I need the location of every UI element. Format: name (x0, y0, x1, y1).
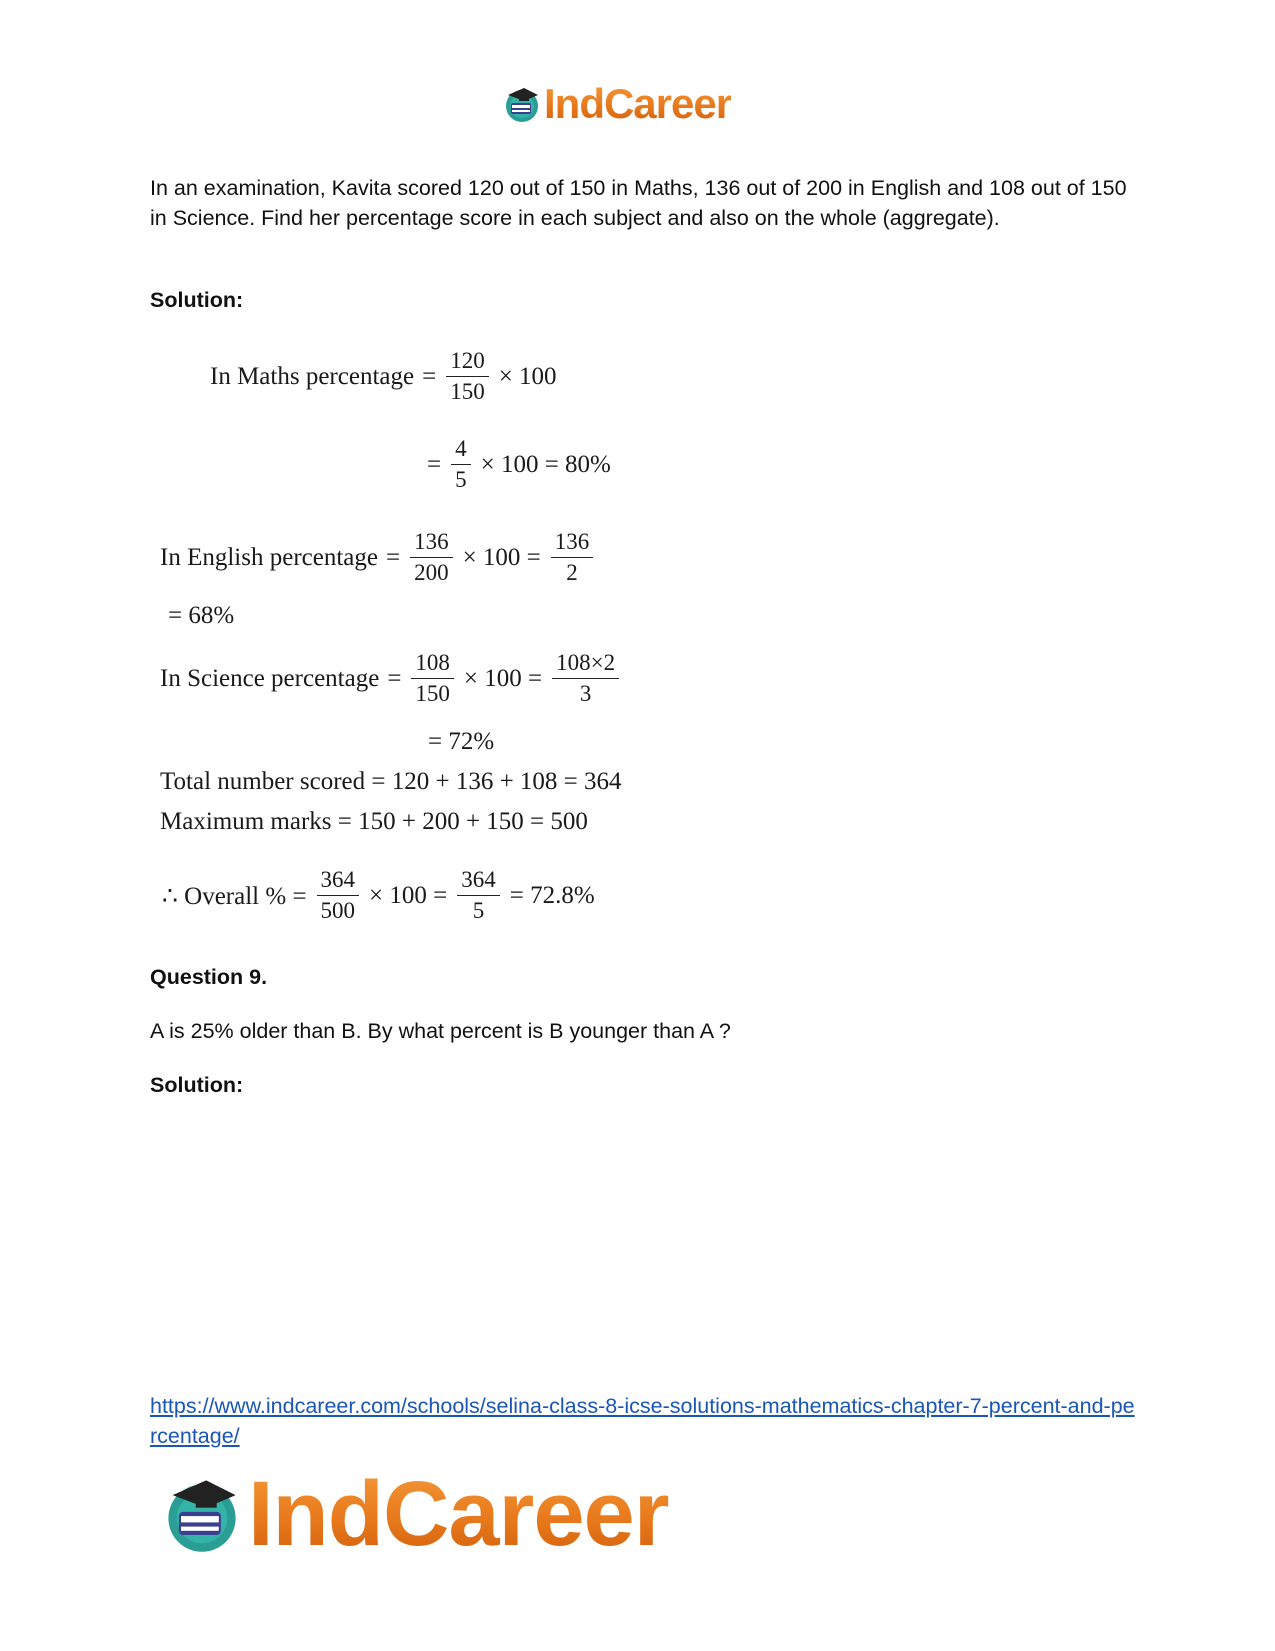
fraction-denominator: 200 (414, 560, 449, 585)
overall-mid: × 100 = (369, 881, 448, 909)
question-9-title: Question 9. (150, 965, 268, 989)
science-mid: × 100 = (463, 664, 543, 692)
maths2-fraction (451, 434, 471, 495)
fraction-numerator: 364 (317, 865, 360, 896)
indcareer-logo-top (502, 82, 731, 126)
maths-eq: = (422, 362, 437, 390)
english-label: In English percentage (160, 543, 378, 571)
maths2-eq: = (427, 450, 442, 478)
fraction-numerator: 136 (410, 527, 453, 558)
fraction-denominator: 5 (455, 467, 467, 492)
maths-fraction (446, 346, 489, 407)
fraction-numerator: 4 (451, 434, 471, 465)
science-eq: = (387, 664, 402, 692)
english-result: = 68% (168, 602, 235, 629)
fraction-numerator: 108 (411, 648, 454, 679)
question-text: In an examination, Kavita scored 120 out of 150 in Maths, 136 out of 200 in English and 108 out of 150 in Science. Find her percentage score in each subject and also on the whole (aggregate). (150, 176, 1127, 230)
science-label: In Science percentage (160, 664, 380, 692)
fraction-denominator: 150 (415, 681, 450, 706)
fraction-denominator: 2 (566, 560, 578, 585)
question-9-text: A is 25% older than B. By what percent is B younger than A ? (150, 1019, 731, 1043)
total-score-line: Total number scored = 120 + 136 + 108 = 364 (160, 768, 622, 795)
science-fraction-1 (411, 648, 454, 709)
science-fraction-2 (552, 648, 619, 709)
graduation-globe-icon (160, 1472, 244, 1556)
overall-equation (162, 865, 595, 926)
fraction-numerator: 108×2 (552, 648, 619, 679)
source-link[interactable]: https://www.indcareer.com/schools/selina-class-8-icse-solutions-mathematics-chapter-7-percent-and-percentage/ (150, 1394, 1135, 1448)
maths-label: In Maths percentage (210, 362, 415, 390)
english-fraction-2 (551, 527, 594, 588)
maths-result (427, 434, 611, 495)
english-equation (160, 527, 603, 588)
english-fraction-1 (410, 527, 453, 588)
fraction-numerator: 136 (551, 527, 594, 558)
fraction-denominator: 500 (320, 898, 356, 923)
fraction-denominator: 150 (450, 379, 485, 404)
fraction-denominator: 3 (579, 681, 592, 706)
english-eq: = (385, 543, 401, 571)
maths-times: × 100 (498, 362, 557, 390)
overall-fraction-1 (317, 865, 360, 926)
brand-wordmark: IndCareer (544, 80, 732, 127)
brand-wordmark: IndCareer (248, 1463, 669, 1565)
maximum-marks-line: Maximum marks = 150 + 200 + 150 = 500 (160, 808, 588, 835)
science-result: = 72% (428, 728, 495, 755)
graduation-globe-icon (502, 84, 542, 124)
overall-rest: = 72.8% (509, 881, 595, 909)
english-mid: × 100 = (462, 543, 541, 571)
fraction-numerator: 120 (446, 346, 489, 377)
science-equation (160, 648, 629, 709)
maths2-rest: × 100 = 80% (480, 450, 611, 478)
overall-label: ∴ Overall % = (162, 882, 307, 910)
solution-label-2: Solution: (150, 1073, 244, 1097)
maths-equation (210, 346, 557, 407)
fraction-numerator: 364 (457, 865, 500, 896)
fraction-denominator: 5 (472, 898, 485, 923)
solution-label: Solution: (150, 288, 244, 312)
indcareer-logo-bottom (160, 1463, 669, 1565)
overall-fraction-2 (457, 865, 500, 926)
